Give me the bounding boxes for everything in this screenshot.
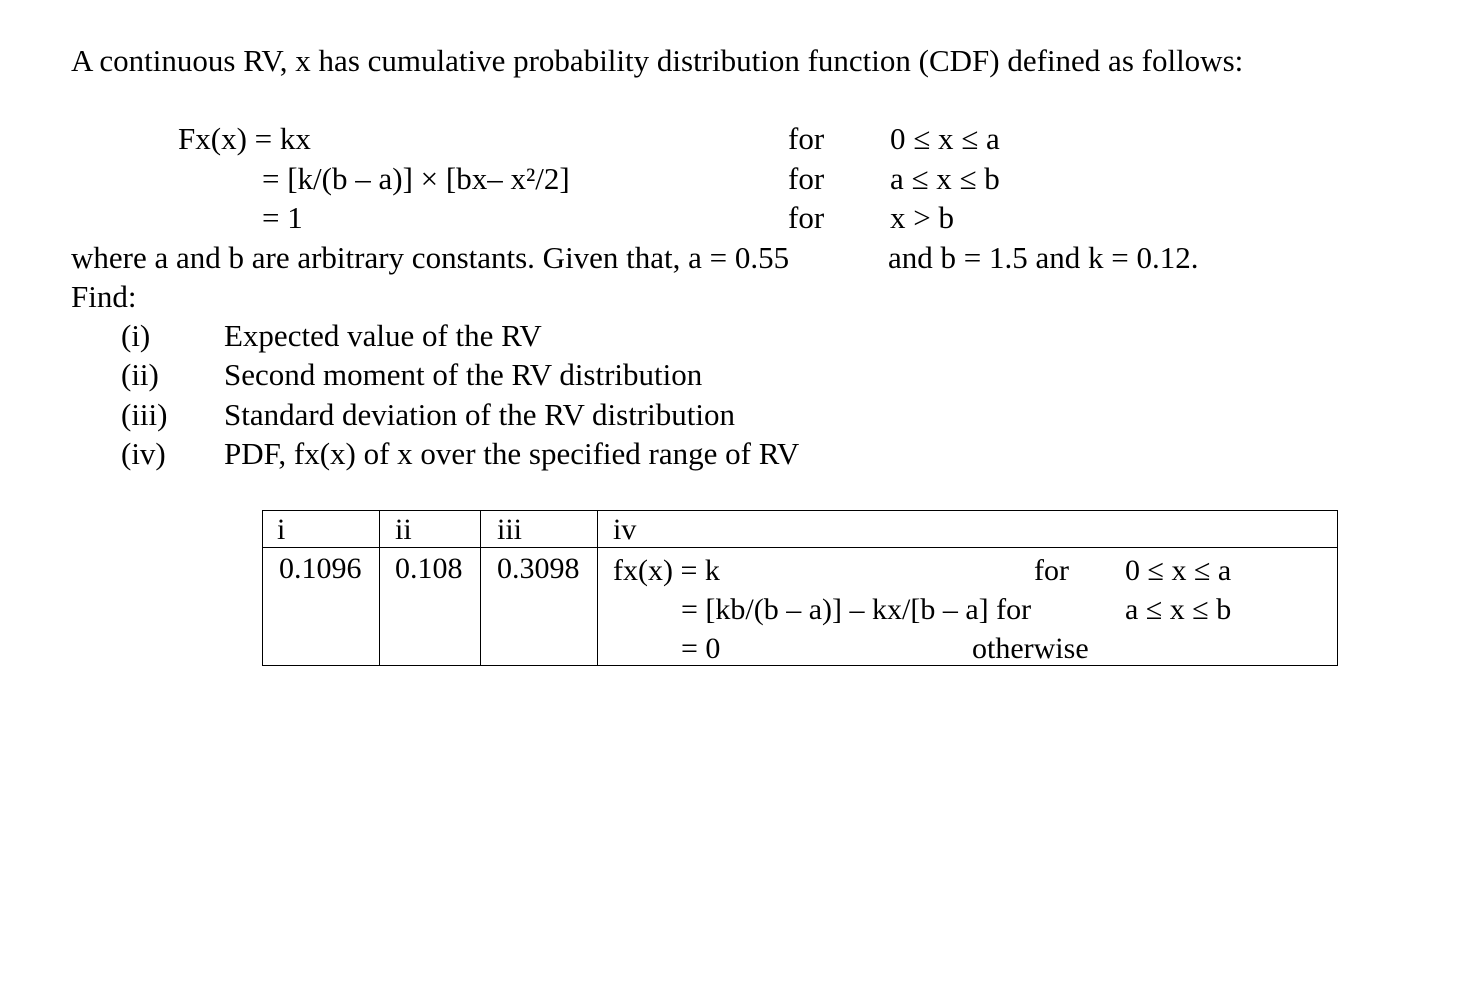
cdf-for-3: for (788, 200, 825, 235)
cdf-for-2: for (788, 161, 825, 196)
find-label: Find: (71, 279, 137, 314)
pdf-line-3: = 0 (681, 632, 721, 665)
header-i: i (277, 513, 286, 546)
question-number: (iii) (121, 397, 168, 432)
question-text: Standard deviation of the RV distribution (224, 397, 735, 432)
given-text-right: and b = 1.5 and k = 0.12. (888, 240, 1199, 275)
question-number: (ii) (121, 357, 159, 392)
pdf-line-3-condition: otherwise (972, 632, 1089, 665)
pdf-line-2: = [kb/(b – a)] – kx/[b – a] for (681, 593, 1032, 626)
answer-i-value: 0.1096 (279, 552, 362, 585)
cdf-range-2: a ≤ x ≤ b (890, 161, 1000, 196)
header-iv: iv (613, 513, 637, 546)
question-text: Second moment of the RV distribution (224, 357, 703, 392)
cdf-lhs-2: = [k/(b – a)] × [bx– x²/2] (262, 161, 570, 196)
question-number: (iv) (121, 436, 166, 471)
intro-text: A continuous RV, x has cumulative probability distribution function (CDF) defined as follows: (71, 43, 1244, 78)
pdf-line-1-for: for (1034, 554, 1069, 587)
given-text-left: where a and b are arbitrary constants. Given that, a = 0.55 (71, 240, 790, 275)
answer-ii-value: 0.108 (395, 552, 463, 585)
cdf-range-3: x > b (890, 200, 954, 235)
pdf-line-2-range: a ≤ x ≤ b (1125, 593, 1232, 626)
cdf-for-1: for (788, 121, 825, 156)
cdf-lhs-3: = 1 (262, 200, 303, 235)
table-column-divider (597, 511, 598, 665)
table-header-divider (263, 547, 1337, 548)
header-ii: ii (395, 513, 412, 546)
table-column-divider (379, 511, 380, 665)
answer-iii-value: 0.3098 (497, 552, 580, 585)
cdf-lhs-1: Fx(x) = kx (178, 121, 311, 156)
table-column-divider (480, 511, 481, 665)
question-number: (i) (121, 318, 151, 353)
cdf-range-1: 0 ≤ x ≤ a (890, 121, 1000, 156)
question-text: Expected value of the RV (224, 318, 542, 353)
pdf-line-1-range: 0 ≤ x ≤ a (1125, 554, 1232, 587)
question-text: PDF, fx(x) of x over the specified range of RV (224, 436, 800, 471)
header-iii: iii (497, 513, 523, 546)
pdf-line-1: fx(x) = k (613, 554, 720, 587)
answers-table (262, 510, 1338, 666)
